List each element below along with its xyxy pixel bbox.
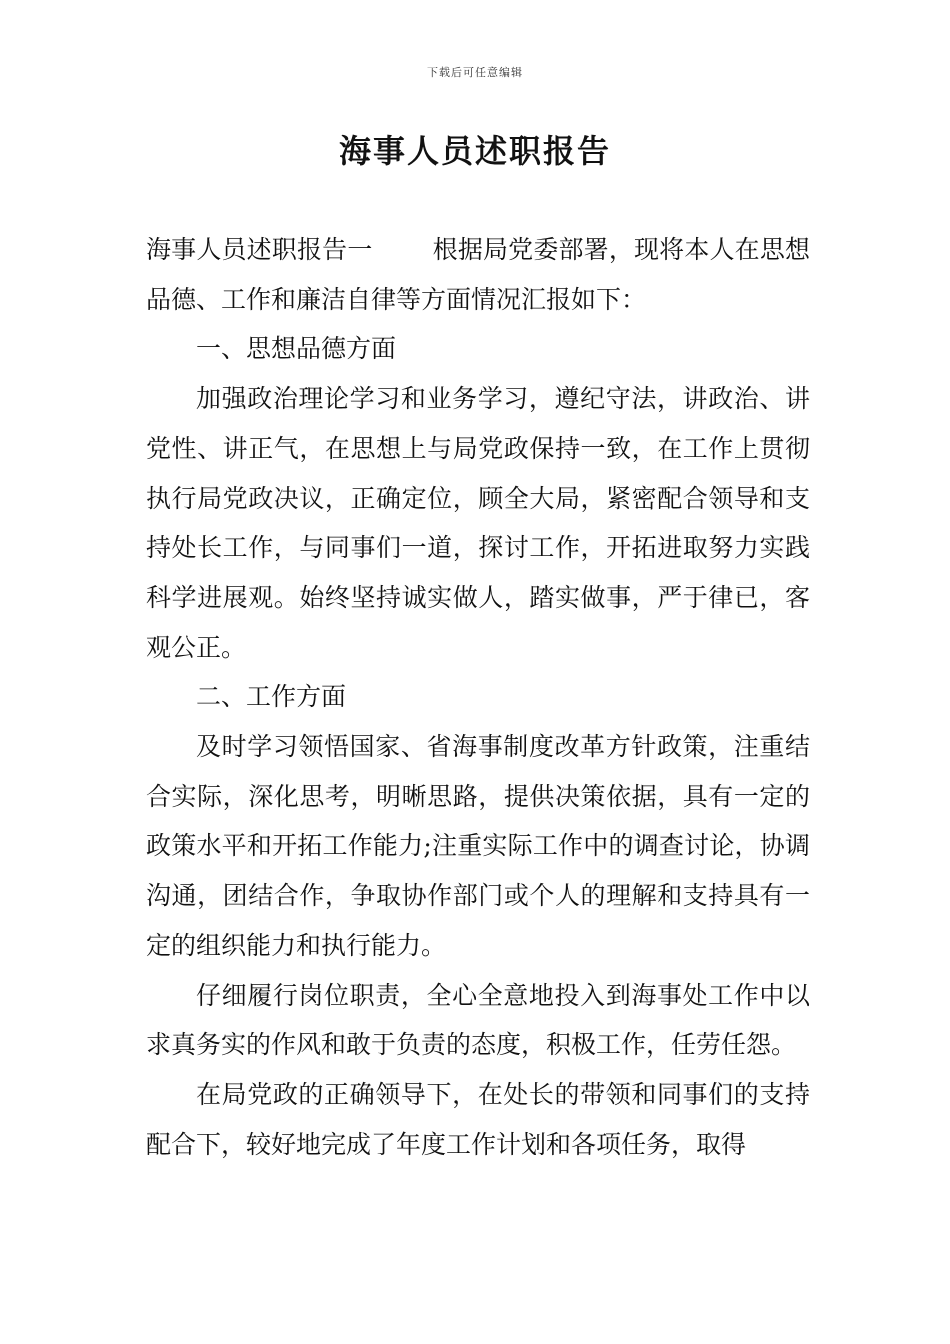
intro-label: 海事人员述职报告一	[146, 235, 373, 264]
paragraph-work-study: 及时学习领悟国家、省海事制度改革方针政策，注重结合实际，深化思考，明晰思路，提供决策依据，具有一定的政策水平和开拓工作能力;注重实际工作中的调查讨论，协调沟通，团结合作，争取协作部门或个人的理解和支持具有一定的组织能力和执行能力。	[146, 732, 810, 960]
paragraph-thought: 加强政治理论学习和业务学习，遵纪守法，讲政治、讲党性、讲正气，在思想上与局党政保持一致，在工作上贯彻执行局党政决议，正确定位，顾全大局，紧密配合领导和支持处长工作，与同事们一道，探讨工作，开拓进取努力实践科学进展观。始终坚持诚实做人，踏实做事，严于律已，客观公正。	[146, 384, 810, 662]
section-heading-thought: 一、思想品德方面	[196, 334, 397, 364]
paragraph-work-result: 在局党政的正确领导下，在处长的带领和同事们的支持配合下，较好地完成了年度工作计划和各项任务，取得	[146, 1079, 810, 1159]
intro-paragraph	[146, 225, 810, 324]
paragraph-work-duty: 仔细履行岗位职责，全心全意地投入到海事处工作中以求真务实的作风和敢于负责的态度，积极工作，任劳任怨。	[146, 980, 810, 1060]
intro-text: 根据局党委部署，现将本人在思想品德、工作和廉洁自律等方面情况汇报如下：	[146, 235, 810, 314]
document-title: 海事人员述职报告	[338, 132, 611, 170]
document-body	[146, 225, 810, 1169]
header-note: 下载后可任意编辑	[427, 66, 523, 79]
section-heading-work: 二、工作方面	[196, 682, 347, 712]
